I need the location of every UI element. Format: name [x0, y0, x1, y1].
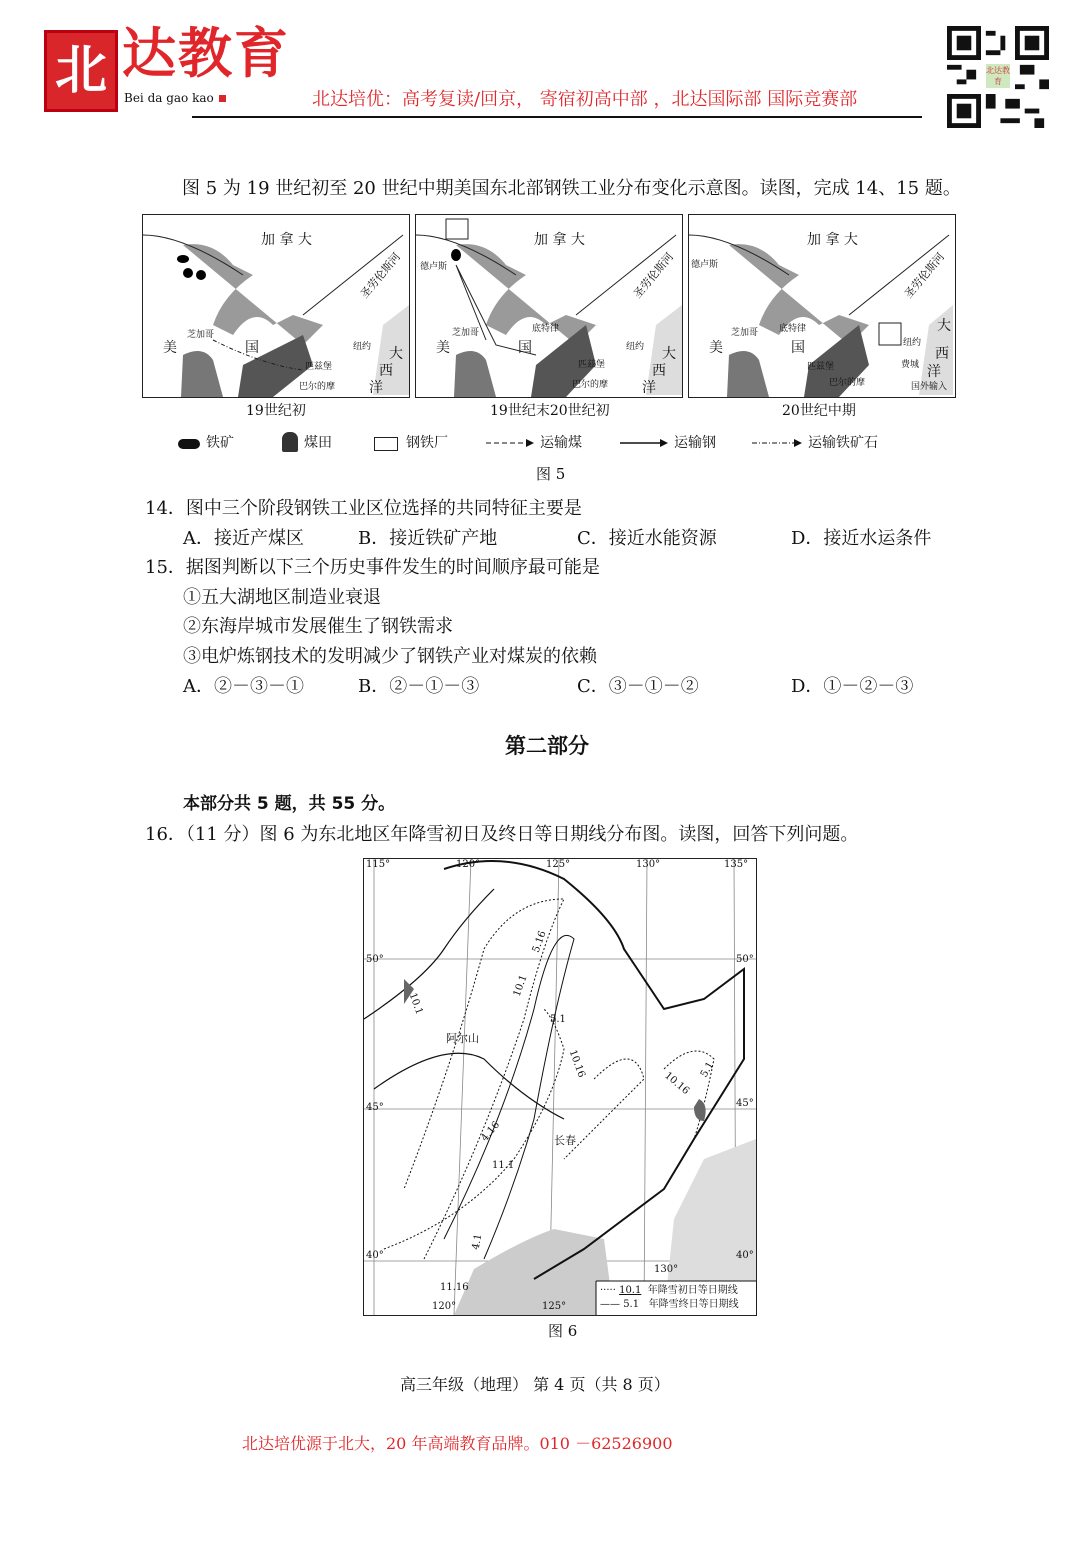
- isoline-label: 11.1: [492, 1160, 515, 1171]
- q16-stem: 16．（11 分）图 6 为东北地区年降雪初日及终日等日期线分布图。读图，回答下列问题。: [145, 824, 859, 845]
- label: 底特律: [779, 324, 807, 334]
- latitude-label: 40°: [366, 1250, 384, 1261]
- place-changchun: 长春: [554, 1134, 576, 1147]
- dashed-arrow-icon: [486, 438, 534, 448]
- isoline-label: 5.1: [550, 1014, 566, 1025]
- longitude-label: 125°: [542, 1301, 567, 1312]
- legend-value: 10.1: [619, 1285, 642, 1296]
- longitude-label: 130°: [654, 1264, 679, 1275]
- label: 大: [937, 318, 951, 334]
- isoline-label: 4.1: [470, 1233, 485, 1251]
- longitude-label: 120°: [456, 859, 481, 870]
- figure-6-title: 图 6: [548, 1322, 578, 1340]
- label: 底特律: [532, 324, 560, 334]
- solid-arrow-icon: [620, 438, 668, 448]
- footer-ad: 北达培优源于北大，20 年高端教育品牌。010 －62526900: [242, 1434, 673, 1453]
- label: 大: [389, 346, 403, 362]
- label: 费城: [901, 360, 920, 370]
- q15-option-b: B．②－①－③: [358, 676, 480, 697]
- q15-option-d: D．①－②－③: [791, 676, 914, 697]
- intro-text: 图 5 为 19 世纪初至 20 世纪中期美国东北部钢铁工业分布变化示意图。读图，完成 14、15 题。: [182, 178, 961, 199]
- page-footer: 高三年级（地理） 第 4 页（共 8 页）: [400, 1375, 670, 1394]
- latitude-label: 40°: [736, 1250, 754, 1261]
- label: 匹兹堡: [578, 360, 606, 370]
- isoline-label: 11.16: [440, 1282, 469, 1293]
- longitude-label: 125°: [546, 859, 571, 870]
- legend-label: 年降雪初日等日期线: [647, 1285, 738, 1296]
- longitude-label: 115°: [366, 859, 391, 870]
- header-divider: [192, 116, 922, 118]
- caption-panel-1: 19世纪初: [246, 403, 306, 419]
- legend-label: 钢铁厂: [406, 435, 448, 451]
- label: 洋: [927, 364, 941, 380]
- longitude-label: 135°: [724, 859, 749, 870]
- longitude-label: 120°: [432, 1301, 457, 1312]
- legend-label: 运输煤: [540, 435, 582, 451]
- figure-6-legend: ····· 10.1 年降雪初日等日期线 —— 5.1 年降雪终日等日期线: [600, 1285, 739, 1310]
- q14-stem: 14．图中三个阶段钢铁工业区位选择的共同特征主要是: [145, 498, 582, 519]
- part2-note: 本部分共 5 题，共 55 分。: [183, 794, 396, 814]
- label: 加 拿 大: [261, 232, 312, 248]
- label: 匹兹堡: [807, 362, 835, 372]
- isoline-label: 10.1: [511, 973, 530, 999]
- isoline-label: 5.1: [698, 1060, 717, 1080]
- label: 美: [709, 340, 723, 356]
- latitude-label: 45°: [736, 1098, 754, 1109]
- figure-5-maps: [142, 214, 952, 398]
- steel-mill-icon: [374, 437, 398, 451]
- label: 圣劳伦斯河: [901, 250, 948, 301]
- part2-title: 第二部分: [505, 734, 589, 758]
- isoline-label: 4.16: [479, 1119, 503, 1144]
- logo-mark: 北: [44, 30, 118, 112]
- label: 德卢斯: [691, 260, 719, 270]
- legend-label: 煤田: [304, 435, 332, 451]
- q15-event-3: ③电炉炼钢技术的发明减少了钢铁产业对煤炭的依赖: [183, 646, 597, 667]
- figure-6-map: [363, 858, 757, 1316]
- label: 西: [379, 363, 393, 379]
- label: 洋: [369, 380, 383, 396]
- latitude-label: 50°: [366, 954, 384, 965]
- figure-5-legend: [178, 436, 938, 456]
- isoline-label: 5.16: [530, 929, 549, 955]
- q15-event-2: ②东海岸城市发展催生了钢铁需求: [183, 616, 453, 637]
- q15-stem: 15．据图判断以下三个历史事件发生的时间顺序最可能是: [145, 557, 600, 578]
- map-panel-late-19c: [415, 214, 683, 398]
- label: 纽约: [353, 342, 372, 352]
- figure-5-title: 图 5: [536, 465, 566, 483]
- label: 洋: [642, 380, 656, 396]
- map-drawing: [364, 859, 756, 1315]
- label: 芝加哥: [187, 330, 215, 340]
- label: 西: [935, 346, 949, 362]
- legend-label: 运输钢: [674, 435, 716, 451]
- label: 加 拿 大: [807, 232, 858, 248]
- logo-subtitle: Bei da gao kao: [124, 92, 226, 104]
- q14-option-a: A．接近产煤区: [183, 528, 304, 549]
- dash-dot-arrow-icon: [752, 438, 802, 448]
- label: 纽约: [626, 342, 645, 352]
- label: 国: [791, 340, 805, 356]
- caption-panel-2: 19世纪末20世纪初: [490, 403, 610, 419]
- label: 巴尔的摩: [572, 380, 609, 390]
- label: 圣劳伦斯河: [357, 250, 404, 301]
- label: 匹兹堡: [305, 362, 333, 372]
- logo-name: 达教育: [122, 21, 290, 85]
- map-panel-early-19c: [142, 214, 410, 398]
- label: 美: [163, 340, 177, 356]
- place-aershan: 阿尔山: [446, 1032, 479, 1045]
- legend-label: 运输铁矿石: [808, 435, 878, 451]
- label: 大: [662, 346, 676, 362]
- q15-event-1: ①五大湖地区制造业衰退: [183, 587, 381, 608]
- q14-option-d: D．接近水运条件: [791, 528, 932, 549]
- label: 巴尔的摩: [829, 378, 866, 388]
- latitude-label: 50°: [736, 954, 754, 965]
- isoline-label: 10.1: [406, 991, 425, 1017]
- q15-option-c: C．③－①－②: [577, 676, 699, 697]
- latitude-label: 45°: [366, 1102, 384, 1113]
- label: 巴尔的摩: [299, 382, 336, 392]
- label: 国外输入: [911, 382, 948, 392]
- qr-center-label: 北达教育: [986, 66, 1010, 86]
- label: 国: [245, 340, 259, 356]
- legend-label: 年降雪终日等日期线: [648, 1299, 739, 1310]
- map-panel-mid-20c: [688, 214, 956, 398]
- q14-option-c: C．接近水能资源: [577, 528, 717, 549]
- isoline-label: 10.16: [662, 1070, 692, 1098]
- legend-value: 5.1: [623, 1299, 640, 1310]
- header-slogan: 北达培优：高考复读/回京， 寄宿初高中部 ，北达国际部 国际竞赛部: [312, 89, 858, 110]
- legend-label: 铁矿: [206, 435, 234, 451]
- label: 西: [652, 363, 666, 379]
- q15-option-a: A．②－③－①: [183, 676, 304, 697]
- label: 德卢斯: [420, 262, 448, 272]
- label: 纽约: [903, 338, 922, 348]
- isoline-label: 10.16: [566, 1048, 587, 1080]
- label: 芝加哥: [731, 328, 759, 338]
- label: 国: [518, 340, 532, 356]
- iron-ore-icon: [178, 439, 200, 449]
- coal-field-icon: [282, 432, 298, 452]
- longitude-label: 130°: [636, 859, 661, 870]
- label: 芝加哥: [452, 328, 480, 338]
- label: 圣劳伦斯河: [630, 250, 677, 301]
- label: 加 拿 大: [534, 232, 585, 248]
- label: 美: [436, 340, 450, 356]
- q14-option-b: B．接近铁矿产地: [358, 528, 498, 549]
- caption-panel-3: 20世纪中期: [782, 403, 856, 419]
